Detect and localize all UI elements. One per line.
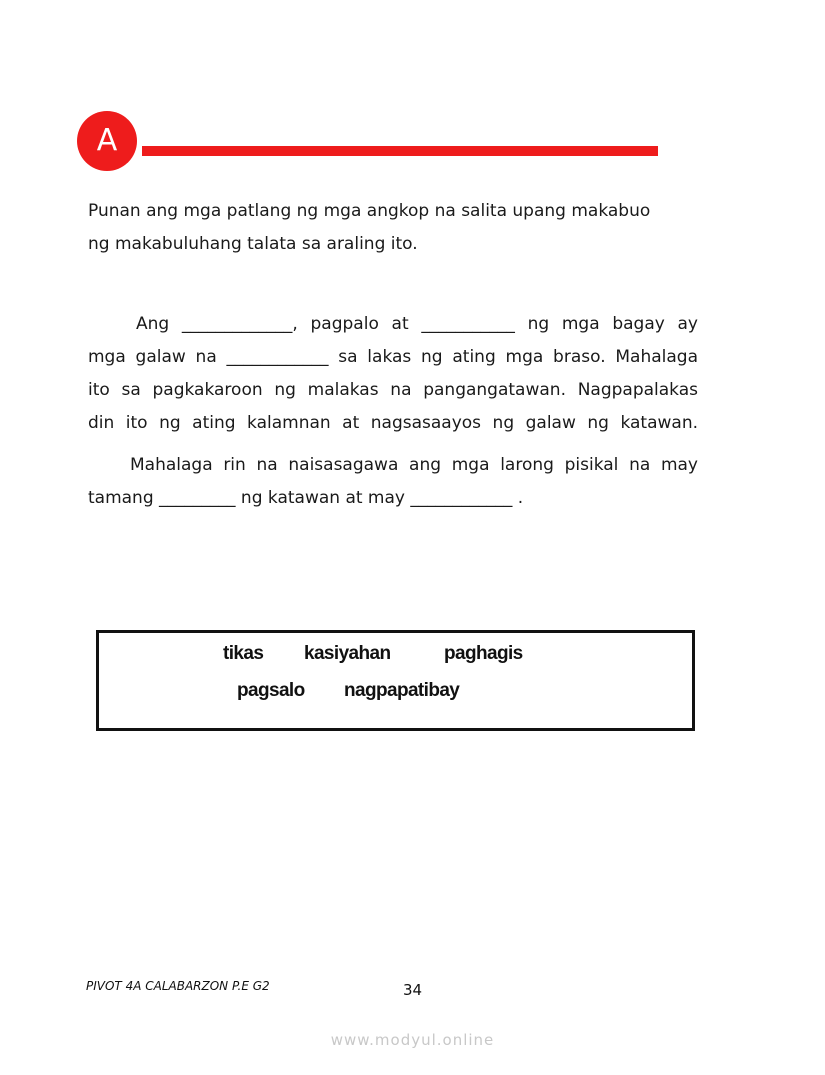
section-badge: A bbox=[77, 111, 137, 171]
instruction-text bbox=[88, 195, 698, 261]
paragraph-line: Ang _____________, pagpalo at ___________ ng mga bagay ay bbox=[136, 314, 698, 334]
instruction-line: Punan ang mga patlang ng mga angkop na salita upang makabuo bbox=[88, 201, 651, 221]
paragraph-line: Mahalaga rin na naisasagawa ang mga larong pisikal na may bbox=[130, 455, 698, 475]
watermark: www.modyul.online bbox=[330, 1031, 495, 1049]
paragraph-2 bbox=[88, 449, 698, 515]
paragraph-line: tamang _________ ng katawan at may ____________ . bbox=[88, 488, 524, 508]
word-bank-item: paghagis bbox=[444, 643, 523, 664]
section-divider bbox=[142, 146, 658, 156]
word-bank-box bbox=[96, 630, 695, 731]
word-bank-item: nagpapatibay bbox=[344, 680, 460, 701]
footer-label: PIVOT 4A CALABARZON P.E G2 bbox=[86, 979, 270, 993]
word-bank-item: pagsalo bbox=[237, 680, 305, 701]
word-bank-item: kasiyahan bbox=[304, 643, 391, 664]
paragraph-line: mga galaw na ____________ sa lakas ng ating mga braso. Mahalaga bbox=[88, 347, 698, 367]
word-bank-item: tikas bbox=[223, 643, 264, 664]
page-number: 34 bbox=[403, 981, 423, 999]
paragraph-line: din ito ng ating kalamnan at nagsasaayos ng galaw ng katawan. bbox=[88, 413, 698, 433]
paragraph-1 bbox=[88, 308, 698, 440]
instruction-line: ng makabuluhang talata sa araling ito. bbox=[88, 234, 418, 254]
paragraph-line: ito sa pagkakaroon ng malakas na pangangatawan. Nagpapalakas bbox=[88, 380, 698, 400]
